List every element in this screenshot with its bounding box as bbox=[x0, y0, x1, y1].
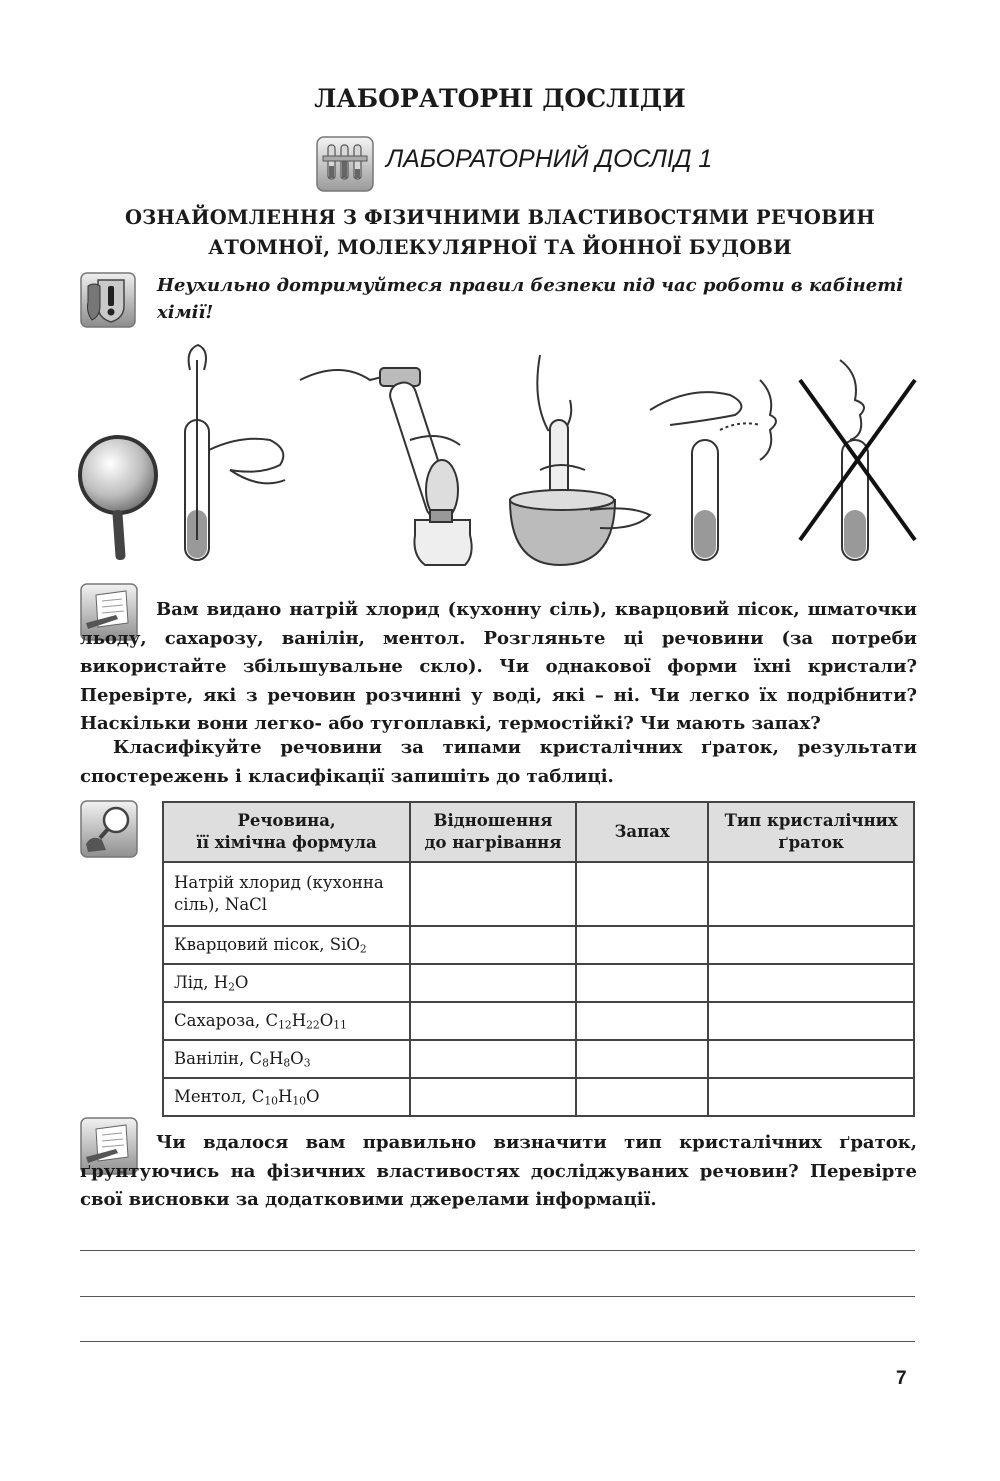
formula-element: C bbox=[265, 1011, 279, 1030]
formula-subscript: 8 bbox=[262, 1056, 269, 1070]
no-direct-smell-icon bbox=[800, 360, 915, 560]
formula-element: O bbox=[234, 973, 249, 992]
formula-subscript: 11 bbox=[333, 1018, 347, 1032]
lab-safety-illustrations bbox=[70, 340, 930, 580]
answer-line[interactable] bbox=[80, 1250, 915, 1251]
table-row bbox=[163, 964, 914, 1002]
formula-subscript: 22 bbox=[306, 1018, 320, 1032]
table-row bbox=[163, 1078, 914, 1116]
substance-cell bbox=[163, 964, 410, 1002]
topic-title bbox=[60, 203, 940, 263]
topic-title-line-2: АТОМНОЇ, МОЛЕКУЛЯРНОЇ ТА ЙОННОЇ БУДОВИ bbox=[208, 236, 792, 259]
section-title: ЛАБОРАТОРНІ ДОСЛІДИ bbox=[314, 84, 686, 113]
formula-element: O bbox=[290, 1049, 304, 1068]
heating-cell[interactable] bbox=[410, 1002, 576, 1040]
heating-cell[interactable] bbox=[410, 964, 576, 1002]
lattice-cell[interactable] bbox=[708, 1002, 914, 1040]
heating-cell[interactable] bbox=[410, 1040, 576, 1078]
task-text: Вам видано натрій хлорид (кухонну сіль), кварцовий пісок, шматочки льоду, сахарозу, ванілін, ментол. Розгляньте ці речовини (за потреби використайте збільшувальне скло). Чи однакової форми їхні кристали? Перевірте, які з речовин розчинні у воді, які – ні. Чи легко їх подрібнити? Наскільки вони легко- або тугоплавкі, термостійкі? Чи мають запах? bbox=[80, 599, 917, 734]
smell-cell[interactable] bbox=[576, 926, 709, 964]
table-row bbox=[163, 1002, 914, 1040]
formula-subscript: 10 bbox=[264, 1094, 278, 1108]
lattice-cell[interactable] bbox=[708, 1040, 914, 1078]
formula-subscript: 12 bbox=[278, 1018, 292, 1032]
substance-cell bbox=[163, 1078, 410, 1116]
formula-element: H bbox=[291, 1011, 307, 1030]
substance-name: Кварцовий пісок, bbox=[174, 935, 330, 954]
formula-subscript: 10 bbox=[292, 1094, 306, 1108]
substance-name: Ментол, bbox=[174, 1087, 252, 1106]
header-lattice-type: Тип кристалічних ґраток bbox=[708, 802, 914, 862]
substance-name: Сахароза, bbox=[174, 1011, 266, 1030]
experiment-heading: ЛАБОРАТОРНИЙ ДОСЛІД 1 bbox=[386, 145, 713, 173]
table-row bbox=[163, 926, 914, 964]
smell-cell[interactable] bbox=[576, 1040, 709, 1078]
header-smell: Запах bbox=[576, 802, 709, 862]
exclamation-shield-icon bbox=[80, 272, 136, 328]
task-paragraph bbox=[80, 596, 917, 739]
page-number: 7 bbox=[896, 1368, 907, 1389]
stirring-test-tube-icon bbox=[185, 345, 285, 560]
substance-name: Натрій хлорид (кухонна сіль), NaCl bbox=[174, 873, 384, 914]
formula-element: O bbox=[319, 1011, 334, 1030]
formula-element: H bbox=[277, 1087, 293, 1106]
lattice-cell[interactable] bbox=[708, 964, 914, 1002]
answer-line[interactable] bbox=[80, 1341, 915, 1342]
results-table bbox=[162, 801, 915, 1117]
formula-subscript: 2 bbox=[228, 980, 235, 994]
test-tubes-icon bbox=[316, 136, 374, 192]
formula-element: C bbox=[251, 1087, 265, 1106]
conclusion-paragraph bbox=[80, 1129, 917, 1215]
substance-cell bbox=[163, 1002, 410, 1040]
safety-warning: Неухильно дотримуйтеся правил безпеки під час роботи в кабінеті хімії! bbox=[157, 275, 904, 323]
smell-cell[interactable] bbox=[576, 1002, 709, 1040]
classify-paragraph: Класифікуйте речовини за типами кристалічних ґраток, результати спостережень і класифікації запишіть до таблиці. bbox=[80, 737, 917, 787]
formula-element: H bbox=[213, 973, 229, 992]
table-header-row bbox=[163, 802, 914, 862]
formula-element: O bbox=[346, 935, 360, 954]
magnifier-table-icon bbox=[80, 800, 138, 858]
formula-element: H bbox=[268, 1049, 284, 1068]
header-heating: Відношення до нагрівання bbox=[410, 802, 576, 862]
heating-cell[interactable] bbox=[410, 1078, 576, 1116]
water-bath-icon bbox=[510, 355, 650, 565]
table-row bbox=[163, 862, 914, 926]
answer-line[interactable] bbox=[80, 1296, 915, 1297]
smell-cell[interactable] bbox=[576, 1078, 709, 1116]
heating-cell[interactable] bbox=[410, 926, 576, 964]
formula-subscript: 2 bbox=[359, 942, 367, 956]
header-substance: Речовина, її хімічна формула bbox=[163, 802, 410, 862]
formula-element: O bbox=[306, 1087, 320, 1106]
burner-heating-icon bbox=[300, 368, 472, 565]
lattice-cell[interactable] bbox=[708, 926, 914, 964]
conclusion-text: Чи вдалося вам правильно визначити тип кристалічних ґраток, ґрунтуючись на фізичних властивостях досліджуваних речовин? Перевірте свої висновки за додатковими джерелами інформації. bbox=[80, 1132, 917, 1210]
lattice-cell[interactable] bbox=[708, 1078, 914, 1116]
formula-subscript: 3 bbox=[303, 1056, 311, 1070]
substance-name: Ванілін, bbox=[174, 1049, 250, 1068]
magnifying-glass-icon bbox=[80, 437, 156, 560]
table-row bbox=[163, 1040, 914, 1078]
heating-cell[interactable] bbox=[410, 862, 576, 926]
formula-element: C bbox=[249, 1049, 263, 1068]
lattice-cell[interactable] bbox=[708, 862, 914, 926]
smell-cell[interactable] bbox=[576, 964, 709, 1002]
substance-cell bbox=[163, 862, 410, 926]
formula-subscript: 8 bbox=[283, 1056, 291, 1070]
substance-cell bbox=[163, 1040, 410, 1078]
substance-cell bbox=[163, 926, 410, 964]
smell-cell[interactable] bbox=[576, 862, 709, 926]
topic-title-line-1: ОЗНАЙОМЛЕННЯ З ФІЗИЧНИМИ ВЛАСТИВОСТЯМИ РЕЧОВИН bbox=[124, 206, 876, 229]
substance-name: Лід, bbox=[174, 973, 214, 992]
formula-element: Si bbox=[329, 935, 347, 954]
wafting-smell-icon bbox=[650, 380, 776, 560]
